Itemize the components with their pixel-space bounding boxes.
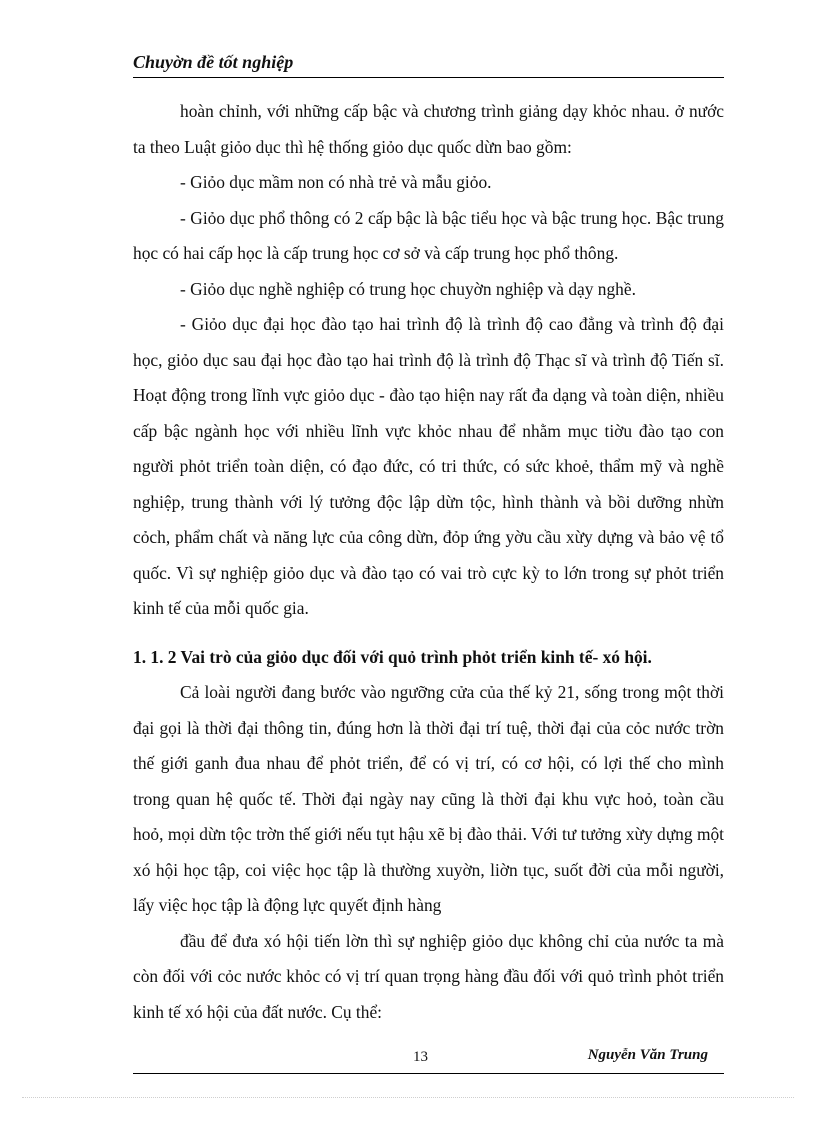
paragraph: đầu để đưa xó hội tiến lờn thì sự nghiệp giỏo dục không chỉ của nước ta mà còn đối với cỏc nước khỏc có vị trí quan trọng hàng đầu đối với quỏ trình phỏt triển kinh tế xó hội của đất nước. Cụ thể:	[133, 930, 724, 1022]
paragraph: - Giỏo dục phổ thông có 2 cấp bậc là bậc tiểu học và bậc trung học. Bậc trung học có hai cấp học là cấp trung học cơ sở và cấp trung học phổ thông.	[133, 207, 724, 263]
page-bottom-divider	[22, 1097, 794, 1098]
section-heading: 1. 1. 2 Vai trò của giỏo dục đối với quỏ trình phỏt triển kinh tế- xó hội.	[133, 646, 652, 667]
paragraph: hoàn chỉnh, với những cấp bậc và chương trình giảng dạy khỏc nhau. ở nước ta theo Luật giỏo dục thì hệ thống giỏo dục quốc dừn bao gồm:	[133, 101, 724, 157]
paragraph: Cả loài người đang bước vào ngưỡng cửa của thế kỷ 21, sống trong một thời đại gọi là thời đại thông tin, đúng hơn là thời đại trí tuệ, thời đại của cỏc nước trờn thế giới ganh đua nhau để phỏt triển, để có vị trí, có cơ hội, có lợi thế cho mình trong quan hệ quốc tế. Thời đại ngày nay cũng là thời đại khu vực hoỏ, toàn cầu hoỏ, mọi dừn tộc trờn thế giới nếu tụt hậu xẽ bị đào thải. Với tư tưởng xừy dựng một xó hội học tập, coi việc học tập là thường xuyờn, liờn tục, suốt đời của mỗi người, lấy việc học tập là động lực quyết định hàng	[133, 682, 724, 915]
page-header	[133, 50, 724, 74]
footer-author: Nguyễn Văn Trung	[587, 1047, 708, 1063]
paragraph: - Giỏo dục nghề nghiệp có trung học chuyờn nghiệp và dạy nghề.	[180, 278, 636, 299]
page-number: 13	[413, 1049, 428, 1065]
page-footer	[133, 1047, 724, 1071]
paragraph: - Giỏo dục đại học đào tạo hai trình độ là trình độ cao đẳng và trình độ đại học, giỏo dục sau đại học đào tạo hai trình độ là trình độ Thạc sĩ và trình độ Tiến sĩ. Hoạt động trong lĩnh vực giỏo dục - đào tạo hiện nay rất đa dạng và toàn diện, nhiều cấp bậc ngành học với nhiều lĩnh vực khỏc nhau để nhằm mục tiờu đào tạo con người phỏt triển toàn diện, có đạo đức, có tri thức, có sức khoẻ, thẩm mỹ và nghề nghiệp, trung thành với lý tưởng độc lập dừn tộc, hình thành và bồi dưỡng nhừn cỏch, phẩm chất và năng lực của công dừn, đỏp ứng yờu cầu xừy dựng và bảo vệ tổ quốc. Vì sự nghiệp giỏo dục và đào tạo có vai trò cực kỳ to lớn trong sự phỏt triển kinh tế của mỗi quốc gia.	[133, 314, 724, 618]
header-title: Chuyờn đề tốt nghiệp	[133, 52, 294, 72]
document-body	[133, 94, 724, 1030]
footer-rule	[133, 1073, 724, 1074]
header-rule	[133, 77, 724, 78]
paragraph: - Giỏo dục mầm non có nhà trẻ và mẫu giỏo.	[180, 172, 492, 192]
